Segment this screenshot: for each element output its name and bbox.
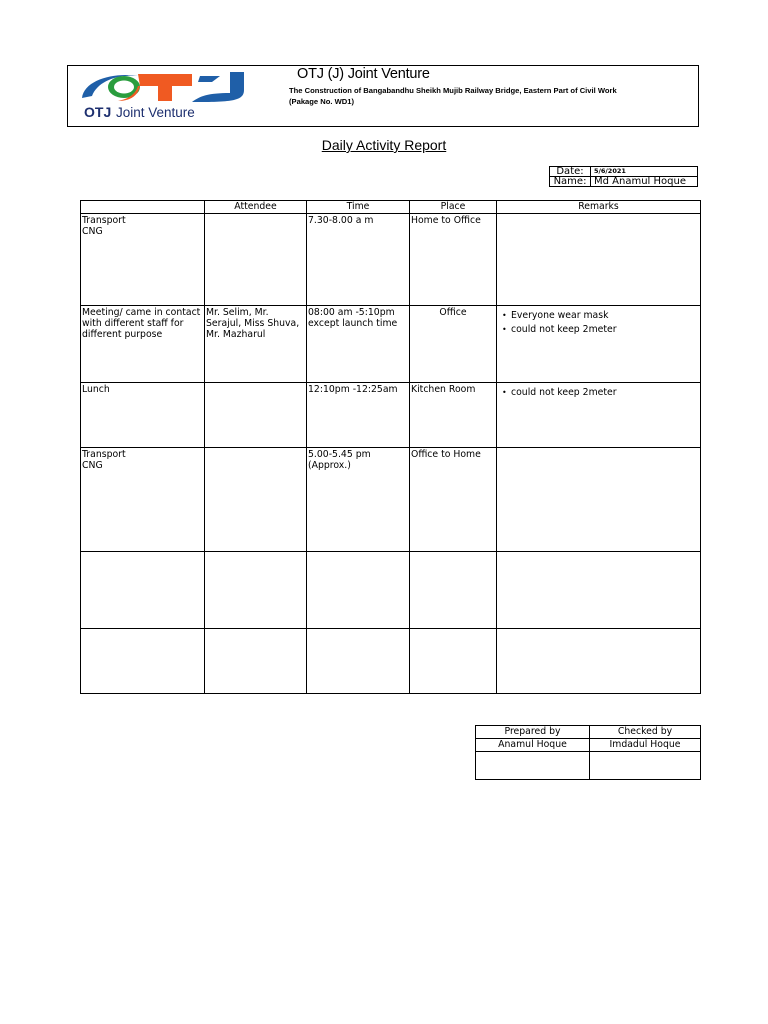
column-header-place: Place (410, 201, 497, 214)
table-row (81, 383, 701, 448)
prepared-by-label: Prepared by (476, 726, 590, 739)
company-title: OTJ (J) Joint Venture (297, 66, 430, 82)
remarks-cell (497, 306, 701, 383)
time-cell (307, 629, 410, 694)
activity-cell: Meeting/ came in contact with different staff for different purpose (81, 306, 205, 383)
table-row (81, 306, 701, 383)
time-cell (307, 552, 410, 629)
attendee-cell (205, 629, 307, 694)
time-cell: 12:10pm -12:25am (307, 383, 410, 448)
place-cell (410, 552, 497, 629)
report-meta-table (549, 166, 698, 187)
column-header-remarks: Remarks (497, 201, 701, 214)
table-header-row (81, 201, 701, 214)
place-cell: Office to Home (410, 448, 497, 552)
remarks-list (498, 310, 699, 335)
place-cell: Home to Office (410, 214, 497, 306)
remarks-cell (497, 448, 701, 552)
name-label: Name: (550, 177, 591, 187)
column-header-activity (81, 201, 205, 214)
project-description: The Construction of Bangabandhu Sheikh Mujib Railway Bridge, Eastern Part of Civil Work (289, 86, 617, 95)
activity-cell: Transport CNG (81, 214, 205, 306)
checked-signature-cell (590, 752, 701, 780)
company-logo (80, 68, 258, 122)
attendee-cell (205, 214, 307, 306)
package-number: (Pakage No. WD1) (289, 97, 354, 106)
table-row (81, 448, 701, 552)
attendee-cell: Mr. Selim, Mr. Serajul, Miss Shuva, Mr. Mazharul (205, 306, 307, 383)
table-row (81, 214, 701, 306)
time-cell: 7.30-8.00 a m (307, 214, 410, 306)
remarks-cell (497, 552, 701, 629)
place-cell: Kitchen Room (410, 383, 497, 448)
remark-item: • Everyone wear mask (502, 310, 699, 321)
prepared-signature-cell (476, 752, 590, 780)
activity-cell: Transport CNG (81, 448, 205, 552)
checked-by-label: Checked by (590, 726, 701, 739)
table-row (81, 629, 701, 694)
time-cell: 5.00-5.45 pm (Approx.) (307, 448, 410, 552)
column-header-attendee: Attendee (205, 201, 307, 214)
remarks-cell (497, 629, 701, 694)
place-cell: Office (410, 306, 497, 383)
remarks-list (498, 387, 699, 398)
time-cell: 08:00 am -5:10pm except launch time (307, 306, 410, 383)
remark-item: • could not keep 2meter (502, 324, 699, 335)
svg-text:Joint Venture: Joint Venture (116, 105, 195, 120)
prepared-by-name: Anamul Hoque (476, 739, 590, 752)
checked-by-name: Imdadul Hoque (590, 739, 701, 752)
date-value: 5/6/2021 (591, 167, 698, 177)
remarks-cell (497, 383, 701, 448)
report-title: Daily Activity Report (321, 137, 447, 153)
table-row (81, 552, 701, 629)
attendee-cell (205, 448, 307, 552)
date-label: Date: (550, 167, 591, 177)
remarks-cell (497, 214, 701, 306)
activity-cell: Lunch (81, 383, 205, 448)
remark-item: • could not keep 2meter (502, 387, 699, 398)
activity-cell (81, 552, 205, 629)
activity-table (80, 200, 701, 694)
name-value: Md Anamul Hoque (591, 177, 698, 187)
column-header-time: Time (307, 201, 410, 214)
attendee-cell (205, 552, 307, 629)
place-cell (410, 629, 497, 694)
attendee-cell (205, 383, 307, 448)
signoff-table (475, 725, 701, 780)
svg-text:OTJ: OTJ (84, 104, 112, 120)
activity-cell (81, 629, 205, 694)
